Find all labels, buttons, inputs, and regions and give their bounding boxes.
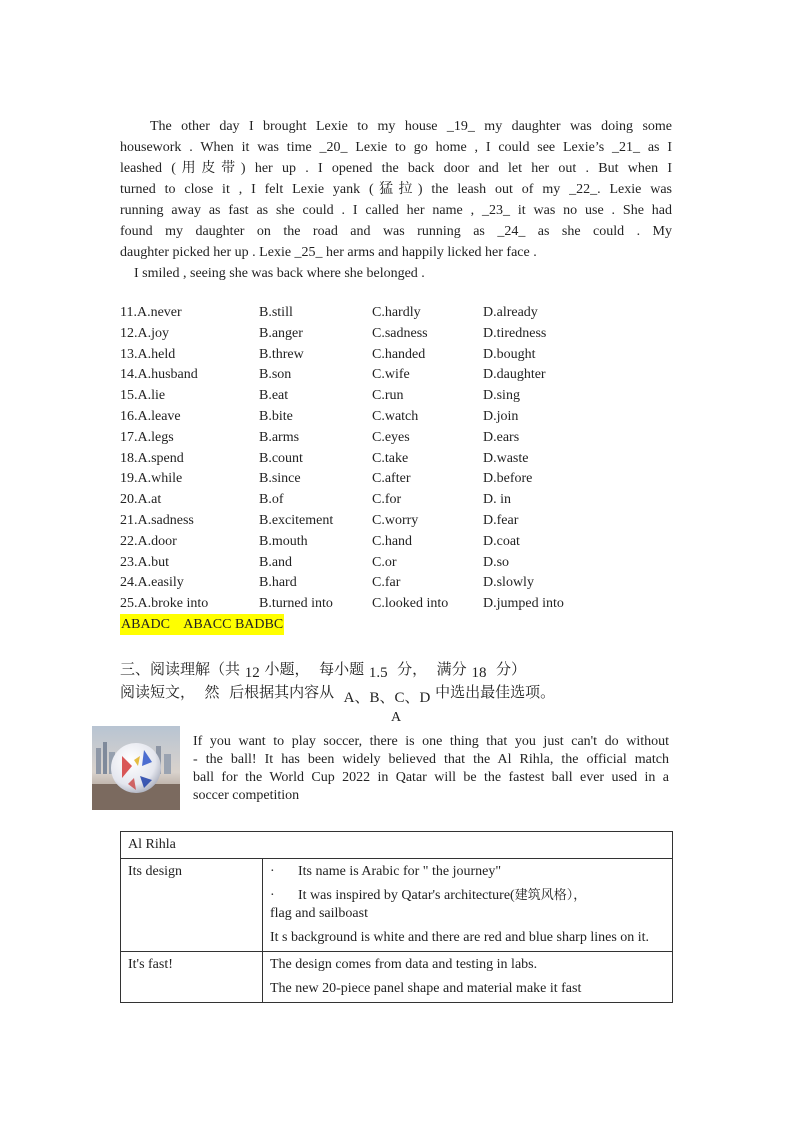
choice-option: 15.A.lie <box>120 388 166 404</box>
intro-line: soccer competition <box>193 788 300 803</box>
passage-line: daughter picked her up . Lexie _25_ her arms and happily licked her face . <box>120 245 537 260</box>
design-bullet-text: ）， <box>566 888 587 903</box>
choice-option: C.hardly <box>372 305 421 320</box>
choice-option: B.still <box>259 305 293 320</box>
choice-option: B.mouth <box>259 533 308 549</box>
choice-option: D.join <box>483 408 519 424</box>
choice-option: 23.A.but <box>120 554 169 570</box>
choice-option: B.since <box>259 471 301 487</box>
choice-option: B.threw <box>259 346 304 362</box>
total-points: 18 <box>471 665 487 681</box>
choice-row <box>120 490 600 511</box>
choice-option: D. in <box>483 492 511 508</box>
design-bullet <box>270 863 665 881</box>
choice-option: C.far <box>372 575 401 591</box>
choice-row <box>120 365 600 386</box>
choice-option: 24.A.easily <box>120 575 184 591</box>
choice-option: 20.A.at <box>120 492 162 508</box>
choice-row <box>120 469 600 490</box>
design-bullet-text: flag and sailboast <box>270 906 368 921</box>
choice-option: B.eat <box>259 388 289 404</box>
choice-option: D.tiredness <box>483 325 547 341</box>
table-row <box>121 952 673 1003</box>
bullet-mark: · <box>270 888 275 903</box>
intro-line: ball for the World Cup 2022 in Qatar will be the fastest ball ever used in a <box>193 770 669 785</box>
passage-line: housework . When it was time _20_ Lexie to go home , I could see Lexie’s _21_ as I <box>120 140 672 155</box>
soccer-ball-image <box>92 726 180 810</box>
heading-text: 小题， 每小题 <box>259 660 369 678</box>
choice-option: 17.A.legs <box>120 429 174 445</box>
choice-row <box>120 553 600 574</box>
design-bullet-text: It was inspired by Qatar's architecture( <box>298 888 515 903</box>
design-bullet <box>270 887 665 923</box>
choice-option: C.wife <box>372 367 410 383</box>
article-label: A <box>391 710 402 725</box>
choice-option: C.handed <box>372 346 426 362</box>
choice-option: C.worry <box>372 512 419 528</box>
choice-option: B.excitement <box>259 512 334 528</box>
choice-option: 18.A.spend <box>120 450 184 466</box>
choice-option: D.jumped into <box>483 596 564 612</box>
choice-row <box>120 345 600 366</box>
choice-option: B.anger <box>259 325 303 341</box>
choice-option: B.son <box>259 367 292 383</box>
answer-key: ABADC ABACC BADBC <box>120 614 284 635</box>
passage-line: found my daughter on the road and was running as _24_ as she could . My <box>120 224 672 239</box>
choice-row <box>120 324 600 345</box>
design-bullet-cjk: 建筑风格 <box>514 888 567 903</box>
soccer-ball-photo <box>92 726 180 810</box>
choice-option: 25.A.broke into <box>120 596 209 612</box>
al-rihla-table <box>120 831 673 1003</box>
choice-option: B.bite <box>259 408 293 424</box>
bullet-mark: · <box>270 864 275 879</box>
instruction-text: 阅读短文， 然 后根据其内容从 <box>120 683 344 701</box>
choice-row <box>120 386 600 407</box>
passage-line: The other day I brought Lexie to my house _19_ my daughter was doing some <box>150 119 672 134</box>
choice-option: C.after <box>372 471 411 487</box>
choice-option: 21.A.sadness <box>120 512 194 528</box>
choice-option: 16.A.leave <box>120 408 181 424</box>
choice-option: D.daughter <box>483 367 546 383</box>
choice-option: B.arms <box>259 429 300 445</box>
passage-line: turned to close it , I felt Lexie yank (猛拉) the leash out of my _22_. Lexie was <box>120 182 672 197</box>
fast-line: The design comes from data and testing in labs. <box>270 957 538 972</box>
choice-option: C.looked into <box>372 596 449 612</box>
choice-option: D.already <box>483 305 538 320</box>
design-cell <box>263 859 673 952</box>
table-row <box>121 832 673 859</box>
choice-option: C.hand <box>372 533 413 549</box>
choice-option: D.sing <box>483 388 520 404</box>
choice-option: 22.A.door <box>120 533 177 549</box>
table-row <box>121 859 673 952</box>
points-per-question: 1.5 <box>368 665 388 681</box>
choice-option: 13.A.held <box>120 346 176 362</box>
choice-option: D.before <box>483 471 533 487</box>
choice-row <box>120 573 600 594</box>
fast-label: It's fast! <box>121 952 263 1003</box>
choice-option: 19.A.while <box>120 471 183 487</box>
instruction-options: A、B、C、D <box>343 690 431 706</box>
design-bullet-text: Its name is Arabic for " the journey" <box>298 864 502 879</box>
passage-line: leashed (用皮带) her up . I opened the back door and let her out . But when I <box>120 161 672 176</box>
choice-option: D.coat <box>483 533 520 549</box>
choice-option: D.waste <box>483 450 529 466</box>
fast-cell <box>263 952 673 1003</box>
heading-text: 分） <box>486 660 526 678</box>
choice-row <box>120 428 600 449</box>
choice-row <box>120 303 600 324</box>
choice-row <box>120 594 600 615</box>
choice-option: C.run <box>372 388 404 404</box>
choice-option: 14.A.husband <box>120 367 198 383</box>
choice-list <box>120 303 600 615</box>
choice-option: D.bought <box>483 346 536 362</box>
choice-option: B.hard <box>259 575 297 591</box>
instruction-text: 中选出最佳选项。 <box>430 683 556 701</box>
choice-option: B.and <box>259 554 293 570</box>
choice-row <box>120 449 600 470</box>
choice-option: D.fear <box>483 512 519 528</box>
choice-row <box>120 511 600 532</box>
passage-line: I smiled , seeing she was back where she belonged . <box>134 266 425 281</box>
intro-line: If you want to play soccer, there is one thing that you just can't do without <box>193 734 669 749</box>
question-count: 12 <box>244 665 260 681</box>
choice-option: C.watch <box>372 408 419 424</box>
choice-option: B.of <box>259 492 284 508</box>
table-title: Al Rihla <box>121 832 673 859</box>
choice-option: D.so <box>483 554 510 570</box>
choice-option: D.slowly <box>483 575 534 591</box>
choice-option: B.turned into <box>259 596 333 612</box>
choice-row <box>120 407 600 428</box>
choice-row <box>120 532 600 553</box>
heading-text: 三、阅读理解（共 <box>120 660 245 678</box>
design-label: Its design <box>121 859 263 952</box>
heading-text: 分， 满分 <box>387 660 472 678</box>
section-instruction <box>120 681 555 704</box>
choice-option: D.ears <box>483 429 520 445</box>
choice-option: 11.A.never <box>120 305 182 320</box>
article-intro <box>193 733 669 805</box>
design-background: It s background is white and there are red and blue sharp lines on it. <box>270 930 650 945</box>
passage-line: running away as fast as she could . I called her name , _23_ it was no use . She had <box>120 203 672 218</box>
fast-line: The new 20-piece panel shape and material make it fast <box>270 981 582 996</box>
section-heading <box>120 658 526 681</box>
choice-option: C.for <box>372 492 402 508</box>
choice-option: C.or <box>372 554 397 570</box>
choice-option: B.count <box>259 450 303 466</box>
choice-option: 12.A.joy <box>120 325 169 341</box>
choice-option: C.take <box>372 450 409 466</box>
choice-option: C.eyes <box>372 429 410 445</box>
cloze-passage <box>120 116 672 284</box>
intro-line: - the ball! It has been widely believed that the Al Rihla, the official match <box>193 752 669 767</box>
choice-option: C.sadness <box>372 325 428 341</box>
